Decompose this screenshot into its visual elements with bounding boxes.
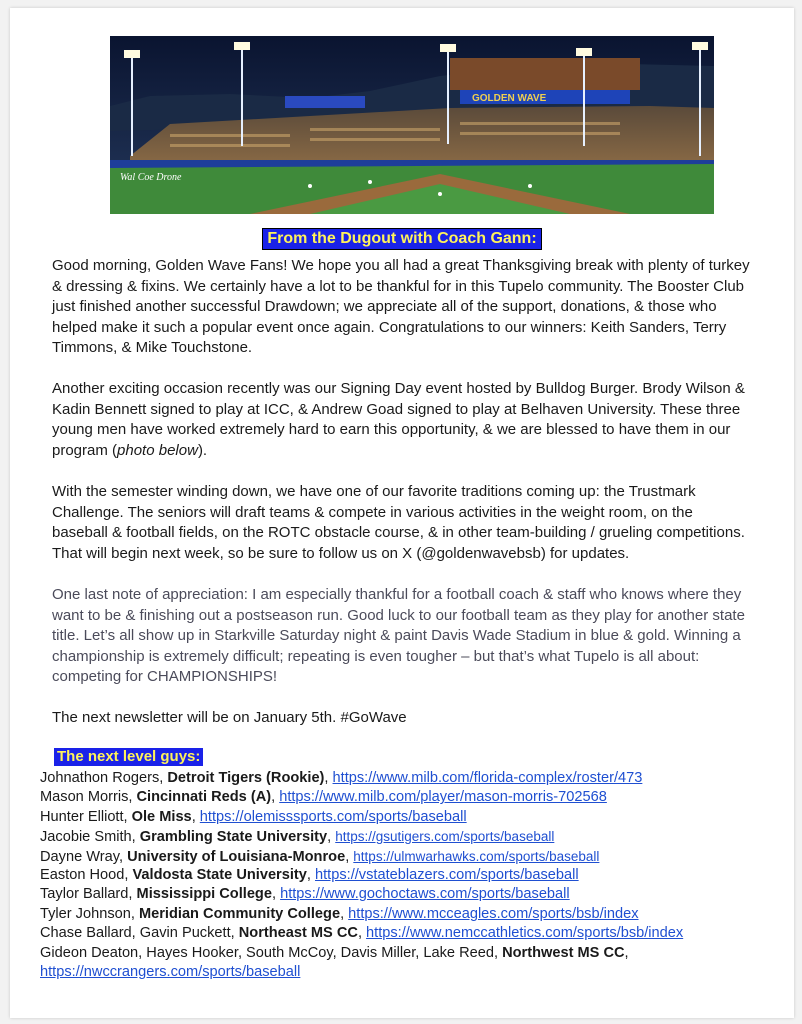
player-link[interactable]: https://gsutigers.com/sports/baseball xyxy=(335,829,555,845)
stadium-banner-image xyxy=(110,36,714,214)
player-row: Dayne Wray, University of Louisiana-Monroe, https://ulmwarhawks.com/sports/baseball xyxy=(40,848,600,865)
next-level-heading: The next level guys: xyxy=(54,748,203,766)
player-link[interactable]: https://www.milb.com/florida-complex/roster/473 xyxy=(332,770,643,786)
stadium-photo xyxy=(110,36,714,214)
player-link[interactable]: https://www.milb.com/player/mason-morris-702568 xyxy=(279,789,607,806)
player-link[interactable]: https://olemisssports.com/sports/baseball xyxy=(199,808,467,825)
stadium-sign-text: GOLDEN WAVE xyxy=(472,93,547,104)
player-row xyxy=(40,963,780,982)
photo-note: photo below xyxy=(117,441,198,459)
paragraph-thanksgiving: Good morning, Golden Wave Fans! We hope you all had a great Thanksgiving break with plenty of turkey & dressing & fixins. We certainly have a lot to be thankful for in this Tupelo community. The Booster Club just finished another successful Drawdown; we appreciate all of the support, donations, & those who helped make it such a popular event once again. Congratulations to our winners: Keith Sanders, Terry Timmons, & Mike Touchstone. xyxy=(52,257,750,356)
player-link[interactable]: https://www.gochoctaws.com/sports/baseball xyxy=(280,886,570,903)
newsletter-page xyxy=(10,8,794,1018)
paragraph-appreciation: One last note of appreciation: I am especially thankful for a football coach & staff who knows where they want to be & finishing out a postseason run. Good luck to our football team as they play for another state title. Let’s all show up in Starkville Saturday night & paint Davis Wade Stadium in blue & gold. Winning a championship is extremely difficult; repeating is even tougher – but that’s what Tupelo is all about: competing for CHAMPIONSHIPS! xyxy=(52,586,745,685)
paragraph-trustmark: With the semester winding down, we have one of our favorite traditions coming up: the Trustmark Challenge. The seniors will draft teams & compete in various activities in the weight room, on the baseball & football fields, on the ROTC obstacle course, & in other team-building / grueling competitions. That will begin next week, so be sure to follow us on X (@goldenwavebsb) for updates. xyxy=(52,483,745,562)
player-row: Mason Morris, Cincinnati Reds (A), https://www.milb.com/player/mason-morris-702568 xyxy=(40,789,607,806)
player-row: Jacobie Smith, Grambling State University, https://gsutigers.com/sports/baseball xyxy=(40,829,555,846)
player-link[interactable]: https://www.mcceagles.com/sports/bsb/index xyxy=(348,905,639,922)
player-link[interactable]: https://nwccrangers.com/sports/baseball xyxy=(40,963,301,980)
player-link[interactable]: https://ulmwarhawks.com/sports/baseball xyxy=(353,848,600,864)
player-row: Taylor Ballard, Mississippi College, https://www.gochoctaws.com/sports/baseball xyxy=(40,886,570,903)
player-row: Hunter Elliott, Ole Miss, https://olemisssports.com/sports/baseball xyxy=(40,808,467,825)
player-link[interactable]: https://www.nemccathletics.com/sports/bsb/index xyxy=(366,925,684,942)
player-link[interactable]: https://vstateblazers.com/sports/baseball xyxy=(315,866,579,883)
section-heading: From the Dugout with Coach Gann: xyxy=(262,228,541,250)
player-row: Johnathon Rogers, Detroit Tigers (Rookie), https://www.milb.com/florida-complex/roster/473 xyxy=(40,770,643,786)
paragraph-next-newsletter: The next newsletter will be on January 5th. #GoWave xyxy=(52,709,407,726)
player-row: Easton Hood, Valdosta State University, https://vstateblazers.com/sports/baseball xyxy=(40,866,579,883)
player-row: Tyler Johnson, Meridian Community College, https://www.mcceagles.com/sports/bsb/index xyxy=(40,905,639,922)
photographer-signature: Wal Coe Drone xyxy=(120,172,182,183)
player-row: Gideon Deaton, Hayes Hooker, South McCoy, Davis Miller, Lake Reed, Northwest MS CC, xyxy=(40,944,629,961)
player-row: Chase Ballard, Gavin Puckett, Northeast MS CC, https://www.nemccathletics.com/sports/bsb/index xyxy=(40,925,684,942)
player-list xyxy=(40,769,780,982)
paragraph-signing-day: Another exciting occasion recently was our Signing Day event hosted by Bulldog Burger. Brody Wilson & Kadin Bennett signed to play at ICC, & Andrew Goad signed to play at Belhaven University. These three young men have worked extremely hard to earn this opportunity, & we are blessed to have them in our program (photo below). xyxy=(52,380,745,459)
